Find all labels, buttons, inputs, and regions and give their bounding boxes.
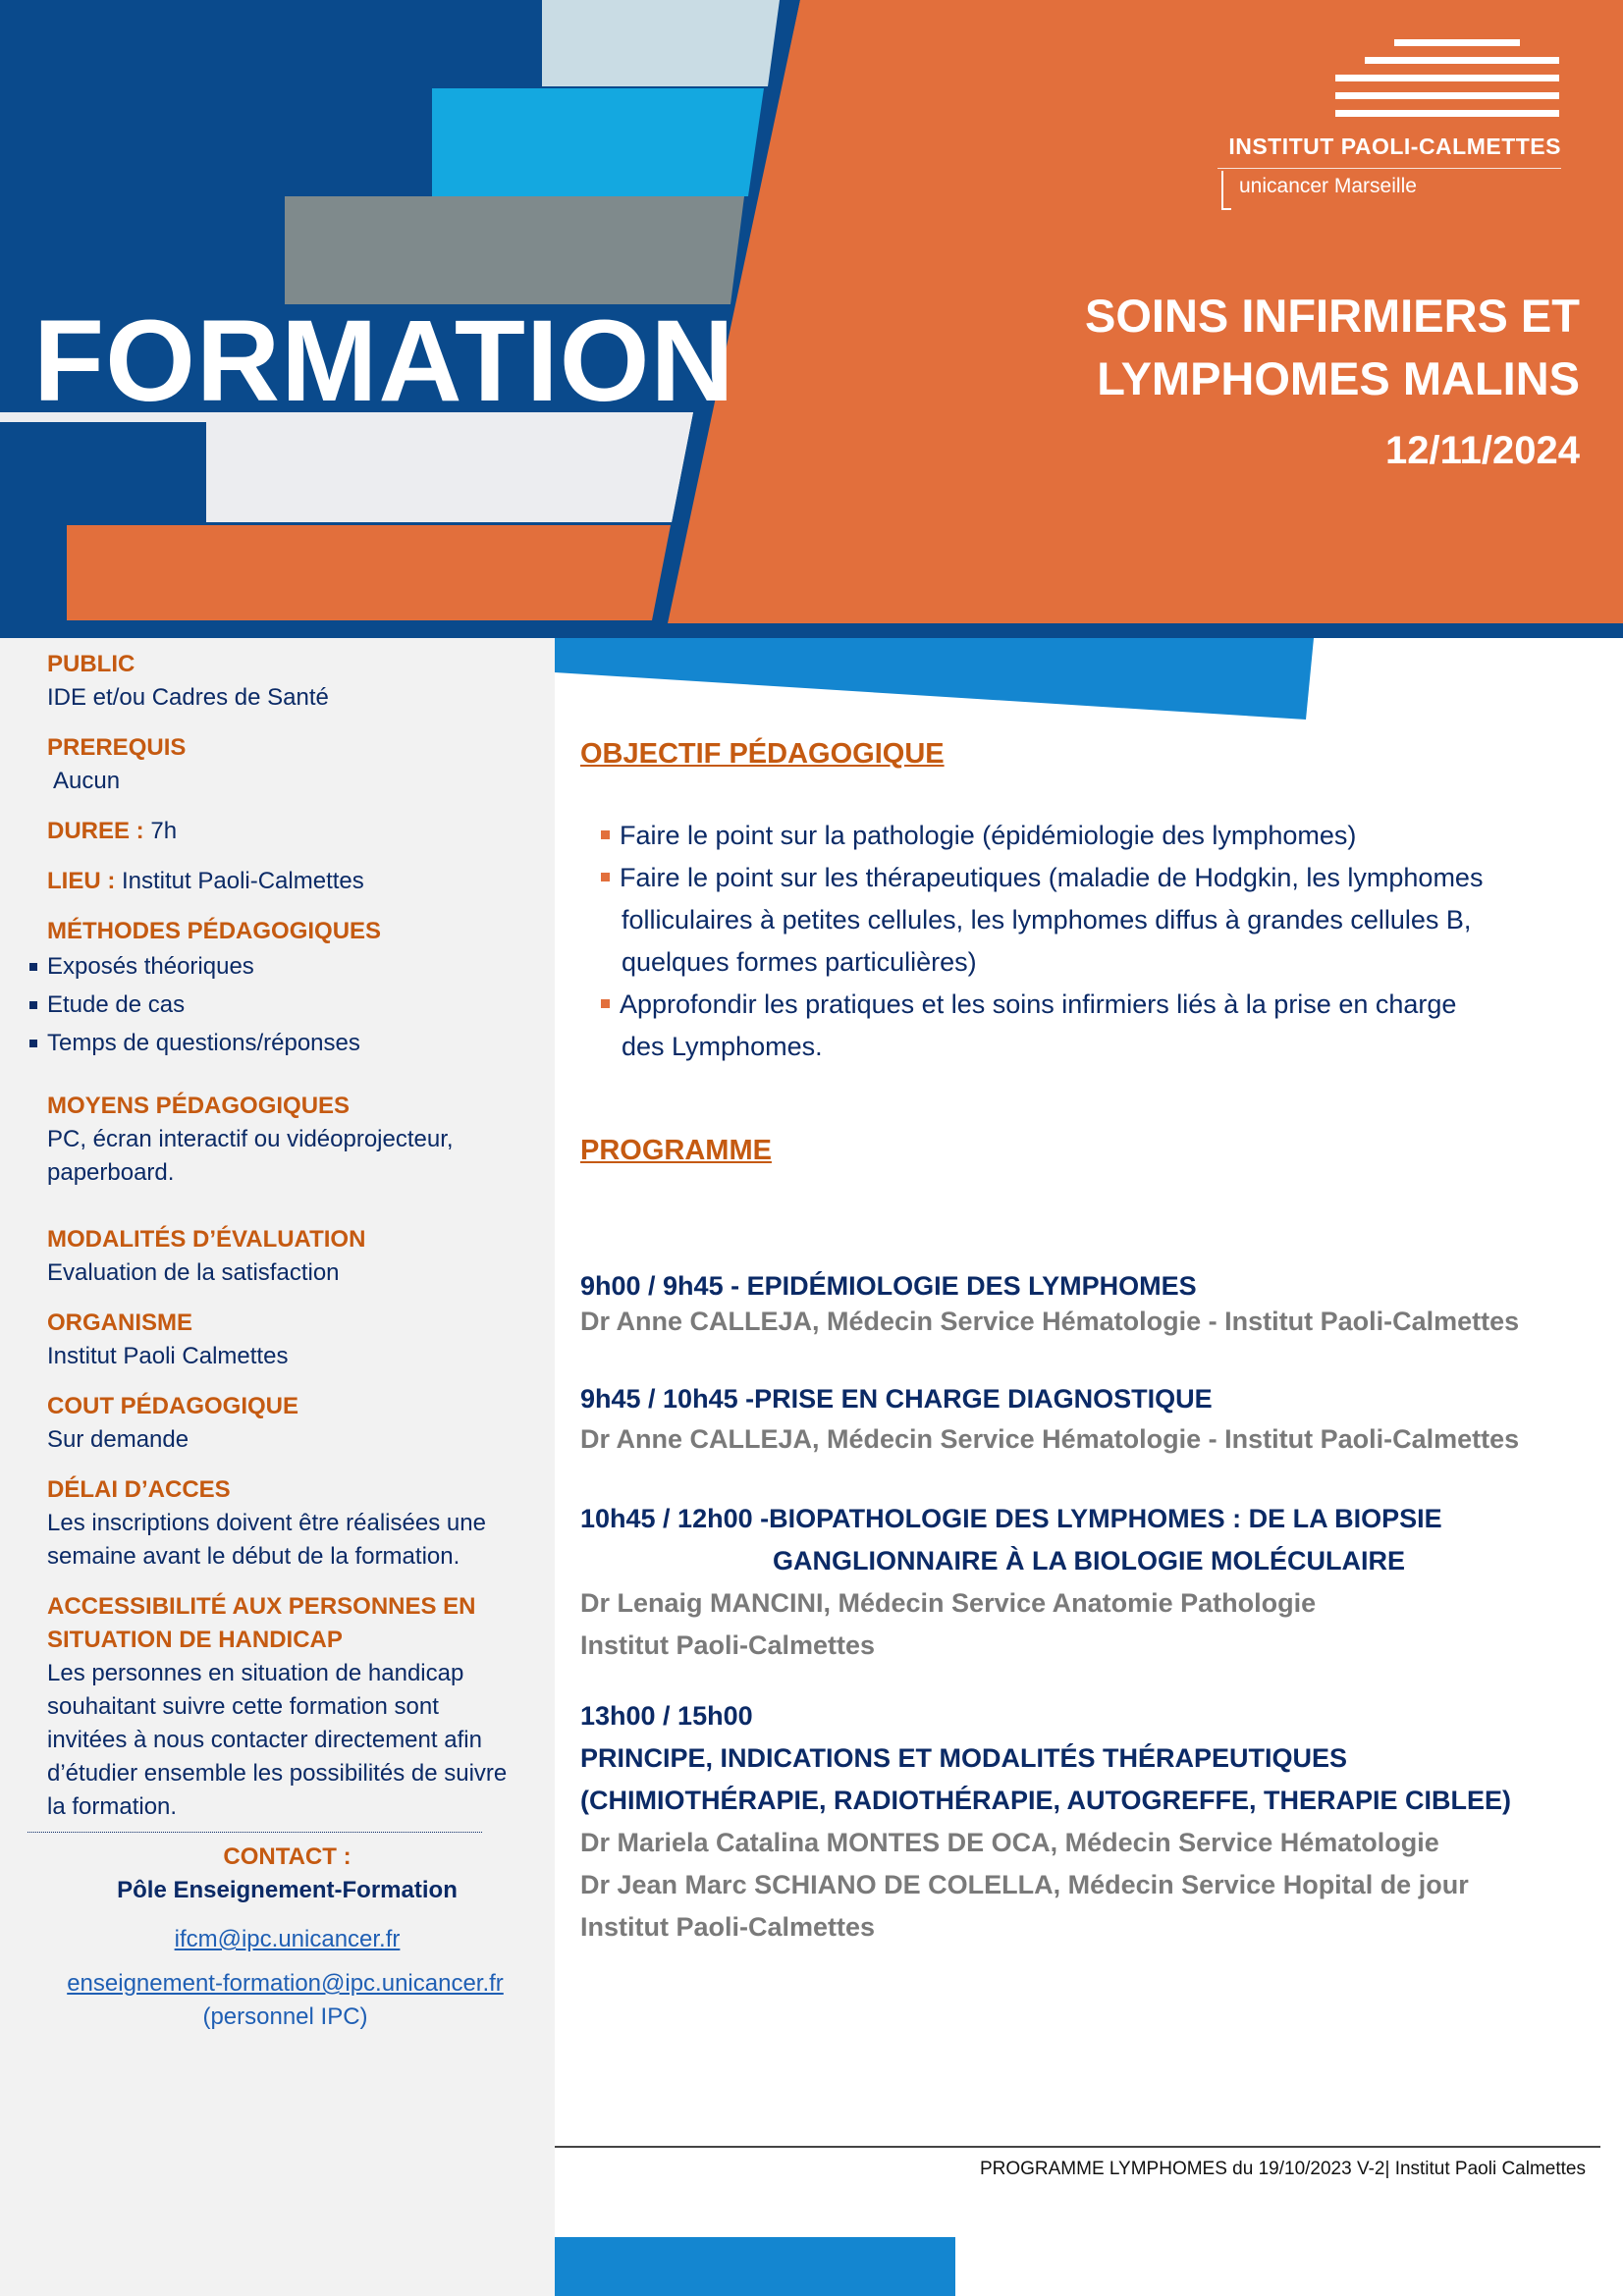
accessibility-label: SITUATION DE HANDICAP	[47, 1627, 343, 1653]
email-link-enseignement[interactable]: enseignement-formation@ipc.unicancer.fr	[67, 1970, 504, 1997]
session-title: PRINCIPE, INDICATIONS ET MODALITÉS THÉRAPEUTIQUES	[580, 1743, 1348, 1773]
methodes-section	[47, 915, 548, 1060]
delai-line: semaine avant le début de la formation.	[47, 1543, 460, 1570]
session-speaker: Dr Lenaig MANCINI, Médecin Service Anatomie Pathologie	[580, 1588, 1317, 1618]
blue-accent-band	[555, 638, 1340, 721]
public-value: IDE et/ou Cadres de Santé	[47, 684, 329, 711]
accessibility-label: ACCESSIBILITÉ AUX PERSONNES EN	[47, 1593, 476, 1620]
session-1	[580, 1265, 1582, 1343]
logo-name: INSTITUT PAOLI-CALMETTES	[1228, 133, 1561, 159]
email-note: (personnel IPC)	[202, 2003, 368, 2030]
session-speaker: Institut Paoli-Calmettes	[580, 1630, 876, 1660]
footer-reference: PROGRAMME LYMPHOMES du 19/10/2023 V-2| Institut Paoli Calmettes	[979, 2159, 1586, 2179]
moyens-line: PC, écran interactif ou vidéoprojecteur,	[47, 1126, 454, 1152]
session-title: (CHIMIOTHÉRAPIE, RADIOTHÉRAPIE, AUTOGREFFE, THERAPIE CIBLEE)	[580, 1786, 1512, 1815]
organisme-label: ORGANISME	[47, 1309, 193, 1336]
modalites-label: MODALITÉS D’ÉVALUATION	[47, 1226, 366, 1253]
session-4	[580, 1695, 1582, 1949]
session-3	[580, 1498, 1582, 1667]
moyens-line: paperboard.	[47, 1159, 175, 1186]
public-label: PUBLIC	[47, 651, 135, 677]
objectives-list	[601, 815, 1583, 1068]
organisme-value: Institut Paoli Calmettes	[47, 1343, 289, 1369]
cout-label: COUT PÉDAGOGIQUE	[47, 1393, 299, 1419]
duree-value: 7h	[143, 818, 178, 844]
accessibility-section	[47, 1590, 548, 1824]
cout-value: Sur demande	[47, 1426, 189, 1453]
course-date: 12/11/2024	[1385, 429, 1580, 472]
session-speaker: Dr Jean Marc SCHIANO DE COLELLA, Médecin Service Hopital de jour	[580, 1870, 1469, 1899]
organisme-section	[47, 1307, 548, 1373]
contact-divider	[27, 1832, 482, 1833]
lieu-value: Institut Paoli-Calmettes	[115, 868, 364, 894]
objectif-title: OBJECTIF PÉDAGOGIQUE	[580, 738, 945, 770]
prerequis-label: PREREQUIS	[47, 734, 187, 761]
bracket-icon	[1221, 171, 1231, 210]
footer-divider	[555, 2146, 1600, 2148]
accessibility-line: Les personnes en situation de handicap	[47, 1660, 464, 1686]
ipc-logo	[1217, 37, 1561, 224]
course-title	[1085, 285, 1580, 410]
footer-accent-bar	[555, 2237, 955, 2296]
logo-divider	[1217, 168, 1561, 169]
session-speaker: Dr Anne CALLEJA, Médecin Service Hématologie - Institut Paoli-Calmettes	[580, 1307, 1520, 1336]
session-speaker: Institut Paoli-Calmettes	[580, 1912, 876, 1942]
objective-item: Faire le point sur les thérapeutiques (maladie de Hodgkin, les lymphomes folliculaires à petites cellules, les lymphomes diffus à grandes cellules B, quelques formes particulières)	[601, 857, 1583, 984]
session-title: 9h00 / 9h45 - EPIDÉMIOLOGIE DES LYMPHOMES	[580, 1271, 1197, 1301]
prerequis-section	[47, 731, 548, 798]
course-title-line1: SOINS INFIRMIERS ET	[1085, 290, 1580, 342]
email-link-ifcm[interactable]: ifcm@ipc.unicancer.fr	[174, 1926, 401, 1952]
methodes-label: MÉTHODES PÉDAGOGIQUES	[47, 918, 382, 944]
contact-email-block-2	[47, 1967, 523, 2034]
lieu-label: LIEU :	[47, 868, 116, 894]
session-speaker: Dr Mariela Catalina MONTES DE OCA, Médecin Service Hématologie	[580, 1828, 1439, 1857]
contact-section	[20, 1841, 555, 1907]
contact-label: CONTACT :	[223, 1843, 352, 1870]
moyens-label: MOYENS PÉDAGOGIQUES	[47, 1093, 351, 1119]
lieu-section	[47, 865, 548, 898]
accessibility-line: d’étudier ensemble les possibilités de suivre	[47, 1760, 508, 1787]
session-speaker: Dr Anne CALLEJA, Médecin Service Hématologie - Institut Paoli-Calmettes	[580, 1424, 1520, 1454]
formation-heading: FORMATION	[33, 296, 735, 426]
session-title: 10h45 / 12h00 -BIOPATHOLOGIE DES LYMPHOMES : DE LA BIOPSIE	[580, 1504, 1442, 1533]
duree-label: DUREE :	[47, 818, 144, 844]
modalites-section	[47, 1223, 548, 1290]
logo-subtitle: unicancer Marseille	[1221, 171, 1417, 210]
objective-item: Approfondir les pratiques et les soins infirmiers liés à la prise en charge des Lymphomes.	[601, 984, 1583, 1068]
objective-item: Faire le point sur la pathologie (épidémiologie des lymphomes)	[601, 815, 1583, 857]
logo-stripes-icon	[1335, 37, 1561, 131]
moyens-section	[47, 1090, 548, 1190]
session-title: 9h45 / 10h45 -PRISE EN CHARGE DIAGNOSTIQUE	[580, 1384, 1213, 1414]
header-banner	[0, 0, 1623, 638]
cout-section	[47, 1390, 548, 1457]
delai-section	[47, 1473, 548, 1574]
delai-line: Les inscriptions doivent être réalisées une	[47, 1510, 486, 1536]
accessibility-line: la formation.	[47, 1793, 178, 1820]
session-2	[580, 1378, 1582, 1461]
accessibility-line: souhaitant suivre cette formation sont	[47, 1693, 439, 1720]
programme-title: PROGRAMME	[580, 1135, 772, 1166]
course-title-line2: LYMPHOMES MALINS	[1097, 352, 1580, 404]
accessibility-line: invitées à nous contacter directement afin	[47, 1727, 482, 1753]
session-title: GANGLIONNAIRE À LA BIOLOGIE MOLÉCULAIRE	[773, 1546, 1405, 1575]
contact-department: Pôle Enseignement-Formation	[117, 1877, 458, 1903]
modalites-value: Evaluation de la satisfaction	[47, 1259, 340, 1286]
prerequis-value: Aucun	[53, 768, 121, 794]
delai-label: DÉLAI D’ACCES	[47, 1476, 231, 1503]
duree-section	[47, 815, 548, 848]
methode-item: Temps de questions/réponses	[47, 1027, 548, 1060]
methode-item: Etude de cas	[47, 988, 548, 1022]
session-time: 13h00 / 15h00	[580, 1701, 753, 1731]
public-section	[47, 648, 548, 715]
contact-email-block	[20, 1923, 555, 1956]
methode-item: Exposés théoriques	[47, 950, 548, 984]
